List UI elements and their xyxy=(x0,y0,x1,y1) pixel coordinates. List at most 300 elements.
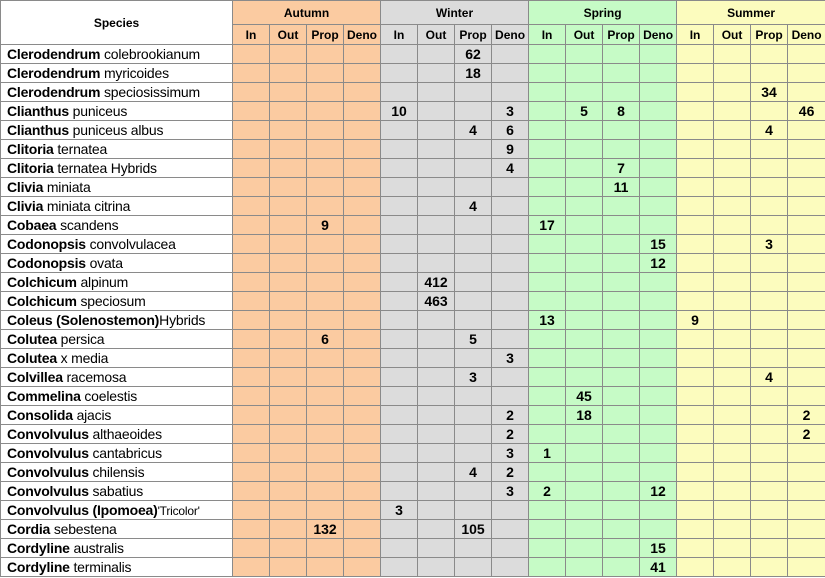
value-cell-spring-prop xyxy=(603,140,640,159)
value-cell-spring-deno xyxy=(640,520,677,539)
value-cell-spring-deno xyxy=(640,121,677,140)
value-cell-spring-deno xyxy=(640,197,677,216)
value-cell-winter-deno xyxy=(492,520,529,539)
value-cell-summer-prop xyxy=(751,482,788,501)
value-cell-winter-prop xyxy=(455,273,492,292)
season-header-spring: Spring xyxy=(529,1,677,25)
value-cell-spring-out xyxy=(566,425,603,444)
subcolumn-header-summer-in: In xyxy=(677,25,714,45)
value-cell-summer-in xyxy=(677,368,714,387)
value-cell-autumn-deno xyxy=(344,159,381,178)
value-cell-winter-in xyxy=(381,292,418,311)
value-cell-summer-deno xyxy=(788,121,825,140)
value-cell-winter-deno: 6 xyxy=(492,121,529,140)
value-cell-winter-deno: 3 xyxy=(492,349,529,368)
value-cell-autumn-in xyxy=(233,425,270,444)
value-cell-autumn-deno xyxy=(344,273,381,292)
value-cell-spring-in xyxy=(529,292,566,311)
subcolumn-header-autumn-prop: Prop xyxy=(307,25,344,45)
value-cell-autumn-deno xyxy=(344,349,381,368)
species-name-cell xyxy=(1,102,233,121)
table-row xyxy=(1,292,825,311)
value-cell-winter-prop xyxy=(455,216,492,235)
value-cell-autumn-prop xyxy=(307,235,344,254)
value-cell-winter-in xyxy=(381,121,418,140)
value-cell-spring-deno xyxy=(640,406,677,425)
value-cell-spring-out xyxy=(566,254,603,273)
value-cell-winter-in xyxy=(381,197,418,216)
value-cell-summer-deno xyxy=(788,520,825,539)
value-cell-spring-prop xyxy=(603,45,640,64)
value-cell-winter-in: 10 xyxy=(381,102,418,121)
value-cell-winter-deno xyxy=(492,197,529,216)
value-cell-spring-in xyxy=(529,273,566,292)
species-name-cell xyxy=(1,539,233,558)
value-cell-autumn-in xyxy=(233,121,270,140)
value-cell-winter-deno: 3 xyxy=(492,102,529,121)
genus-label: Coleus (Solenostemon) xyxy=(7,312,160,328)
value-cell-winter-deno xyxy=(492,64,529,83)
value-cell-spring-out xyxy=(566,273,603,292)
value-cell-autumn-deno xyxy=(344,368,381,387)
value-cell-spring-in xyxy=(529,83,566,102)
value-cell-spring-out xyxy=(566,178,603,197)
subcolumn-header-winter-in: In xyxy=(381,25,418,45)
value-cell-spring-deno xyxy=(640,64,677,83)
value-cell-autumn-out xyxy=(270,330,307,349)
genus-label: Commelina xyxy=(7,388,81,404)
value-cell-winter-deno xyxy=(492,311,529,330)
species-epithet-label: ovata xyxy=(85,255,123,271)
value-cell-summer-prop xyxy=(751,292,788,311)
value-cell-winter-in xyxy=(381,45,418,64)
value-cell-spring-prop: 7 xyxy=(603,159,640,178)
value-cell-autumn-deno xyxy=(344,558,381,577)
species-epithet-label: australis xyxy=(69,540,124,556)
value-cell-autumn-in xyxy=(233,102,270,121)
value-cell-winter-prop: 3 xyxy=(455,368,492,387)
value-cell-winter-in xyxy=(381,444,418,463)
value-cell-summer-deno xyxy=(788,292,825,311)
value-cell-summer-deno xyxy=(788,311,825,330)
value-cell-winter-prop xyxy=(455,102,492,121)
species-epithet-label: myricoides xyxy=(100,65,169,81)
genus-label: Convolvulus xyxy=(7,426,89,442)
value-cell-winter-out xyxy=(418,102,455,121)
value-cell-autumn-prop xyxy=(307,273,344,292)
value-cell-winter-deno xyxy=(492,45,529,64)
value-cell-spring-in xyxy=(529,406,566,425)
value-cell-autumn-deno xyxy=(344,501,381,520)
value-cell-autumn-deno xyxy=(344,406,381,425)
value-cell-spring-in xyxy=(529,463,566,482)
value-cell-winter-deno xyxy=(492,216,529,235)
value-cell-spring-in: 2 xyxy=(529,482,566,501)
value-cell-winter-out xyxy=(418,216,455,235)
value-cell-winter-out xyxy=(418,520,455,539)
value-cell-winter-deno xyxy=(492,558,529,577)
value-cell-summer-prop xyxy=(751,406,788,425)
value-cell-autumn-deno xyxy=(344,254,381,273)
species-epithet-label: persica xyxy=(56,331,105,347)
value-cell-autumn-in xyxy=(233,64,270,83)
value-cell-autumn-prop xyxy=(307,254,344,273)
value-cell-winter-out xyxy=(418,64,455,83)
value-cell-spring-out xyxy=(566,311,603,330)
value-cell-autumn-prop xyxy=(307,387,344,406)
value-cell-spring-in xyxy=(529,102,566,121)
value-cell-autumn-in xyxy=(233,444,270,463)
value-cell-autumn-prop xyxy=(307,83,344,102)
value-cell-winter-prop: 105 xyxy=(455,520,492,539)
table-row xyxy=(1,216,825,235)
species-name-cell xyxy=(1,178,233,197)
value-cell-winter-in xyxy=(381,539,418,558)
value-cell-summer-in xyxy=(677,425,714,444)
value-cell-summer-prop xyxy=(751,159,788,178)
value-cell-winter-deno: 3 xyxy=(492,444,529,463)
value-cell-summer-deno xyxy=(788,273,825,292)
value-cell-spring-deno xyxy=(640,425,677,444)
value-cell-spring-out xyxy=(566,121,603,140)
value-cell-summer-in xyxy=(677,463,714,482)
value-cell-spring-deno xyxy=(640,349,677,368)
species-name-cell xyxy=(1,45,233,64)
value-cell-winter-out xyxy=(418,235,455,254)
value-cell-spring-deno: 15 xyxy=(640,539,677,558)
value-cell-autumn-out xyxy=(270,482,307,501)
value-cell-autumn-out xyxy=(270,45,307,64)
species-name-cell xyxy=(1,292,233,311)
value-cell-spring-out: 18 xyxy=(566,406,603,425)
value-cell-summer-prop: 4 xyxy=(751,121,788,140)
season-header-autumn: Autumn xyxy=(233,1,381,25)
value-cell-spring-in xyxy=(529,254,566,273)
value-cell-winter-in xyxy=(381,254,418,273)
value-cell-winter-in xyxy=(381,83,418,102)
value-cell-spring-in xyxy=(529,349,566,368)
value-cell-spring-deno xyxy=(640,83,677,102)
value-cell-winter-prop: 4 xyxy=(455,121,492,140)
value-cell-autumn-deno xyxy=(344,311,381,330)
value-cell-autumn-deno xyxy=(344,64,381,83)
value-cell-winter-out xyxy=(418,349,455,368)
value-cell-autumn-prop xyxy=(307,425,344,444)
species-epithet-label: ajacis xyxy=(72,407,112,423)
species-name-cell xyxy=(1,520,233,539)
value-cell-summer-prop xyxy=(751,558,788,577)
value-cell-spring-out xyxy=(566,520,603,539)
species-name-cell xyxy=(1,83,233,102)
value-cell-summer-deno xyxy=(788,482,825,501)
value-cell-summer-in xyxy=(677,216,714,235)
value-cell-winter-out xyxy=(418,501,455,520)
season-header-winter: Winter xyxy=(381,1,529,25)
value-cell-summer-out xyxy=(714,558,751,577)
value-cell-autumn-in xyxy=(233,45,270,64)
value-cell-spring-out xyxy=(566,45,603,64)
value-cell-winter-deno: 2 xyxy=(492,463,529,482)
value-cell-winter-in xyxy=(381,311,418,330)
value-cell-winter-prop xyxy=(455,387,492,406)
species-epithet-label: ternatea xyxy=(53,141,108,157)
table-row xyxy=(1,45,825,64)
species-epithet-label: colebrookianum xyxy=(100,46,201,62)
value-cell-winter-out xyxy=(418,254,455,273)
value-cell-autumn-out xyxy=(270,159,307,178)
value-cell-winter-deno xyxy=(492,368,529,387)
species-name-cell xyxy=(1,121,233,140)
value-cell-spring-prop xyxy=(603,406,640,425)
value-cell-summer-out xyxy=(714,501,751,520)
value-cell-summer-deno xyxy=(788,83,825,102)
table-row xyxy=(1,159,825,178)
value-cell-summer-out xyxy=(714,273,751,292)
value-cell-spring-out xyxy=(566,83,603,102)
value-cell-spring-prop xyxy=(603,235,640,254)
value-cell-summer-out xyxy=(714,121,751,140)
value-cell-autumn-deno xyxy=(344,330,381,349)
value-cell-winter-prop: 62 xyxy=(455,45,492,64)
value-cell-spring-deno xyxy=(640,159,677,178)
value-cell-autumn-out xyxy=(270,83,307,102)
species-name-cell xyxy=(1,216,233,235)
genus-label: Codonopsis xyxy=(7,255,86,271)
genus-label: Cordyline xyxy=(7,540,70,556)
value-cell-autumn-in xyxy=(233,406,270,425)
value-cell-summer-out xyxy=(714,349,751,368)
value-cell-spring-prop xyxy=(603,254,640,273)
species-name-cell xyxy=(1,406,233,425)
value-cell-spring-out xyxy=(566,501,603,520)
value-cell-autumn-prop xyxy=(307,140,344,159)
genus-label: Cordyline xyxy=(7,559,70,575)
species-epithet-label: 'Tricolor' xyxy=(157,504,200,518)
genus-label: Colutea xyxy=(7,331,57,347)
value-cell-autumn-prop xyxy=(307,121,344,140)
value-cell-autumn-in xyxy=(233,558,270,577)
value-cell-spring-prop: 8 xyxy=(603,102,640,121)
value-cell-spring-in xyxy=(529,425,566,444)
value-cell-summer-prop xyxy=(751,539,788,558)
value-cell-autumn-in xyxy=(233,178,270,197)
value-cell-summer-deno xyxy=(788,539,825,558)
table-row xyxy=(1,482,825,501)
subcolumn-header-autumn-out: Out xyxy=(270,25,307,45)
value-cell-spring-out: 5 xyxy=(566,102,603,121)
subcolumn-header-spring-prop: Prop xyxy=(603,25,640,45)
value-cell-spring-prop xyxy=(603,539,640,558)
value-cell-spring-deno xyxy=(640,368,677,387)
value-cell-spring-in xyxy=(529,387,566,406)
value-cell-summer-out xyxy=(714,140,751,159)
value-cell-autumn-prop xyxy=(307,102,344,121)
value-cell-spring-prop xyxy=(603,330,640,349)
value-cell-autumn-out xyxy=(270,368,307,387)
value-cell-summer-prop: 4 xyxy=(751,368,788,387)
value-cell-summer-deno: 2 xyxy=(788,406,825,425)
value-cell-winter-prop xyxy=(455,482,492,501)
species-name-cell xyxy=(1,273,233,292)
genus-label: Consolida xyxy=(7,407,73,423)
value-cell-spring-prop xyxy=(603,387,640,406)
value-cell-spring-deno xyxy=(640,178,677,197)
value-cell-autumn-in xyxy=(233,501,270,520)
value-cell-spring-out xyxy=(566,235,603,254)
species-name-cell xyxy=(1,368,233,387)
value-cell-summer-prop xyxy=(751,387,788,406)
genus-label: Colvillea xyxy=(7,369,63,385)
value-cell-winter-prop: 5 xyxy=(455,330,492,349)
subcolumn-header-autumn-deno: Deno xyxy=(344,25,381,45)
species-epithet-label: scandens xyxy=(56,217,119,233)
value-cell-spring-in xyxy=(529,45,566,64)
value-cell-spring-deno xyxy=(640,387,677,406)
value-cell-summer-deno xyxy=(788,254,825,273)
genus-label: Convolvulus xyxy=(7,445,89,461)
value-cell-autumn-out xyxy=(270,501,307,520)
value-cell-summer-prop xyxy=(751,140,788,159)
value-cell-autumn-deno xyxy=(344,178,381,197)
value-cell-winter-out xyxy=(418,121,455,140)
genus-label: Codonopsis xyxy=(7,236,86,252)
value-cell-summer-out xyxy=(714,406,751,425)
value-cell-summer-out xyxy=(714,102,751,121)
value-cell-summer-prop xyxy=(751,45,788,64)
value-cell-autumn-out xyxy=(270,387,307,406)
season-header-row xyxy=(1,1,825,25)
value-cell-summer-out xyxy=(714,254,751,273)
genus-label: Clitoria xyxy=(7,141,54,157)
value-cell-winter-prop xyxy=(455,292,492,311)
value-cell-spring-prop xyxy=(603,520,640,539)
value-cell-summer-deno xyxy=(788,387,825,406)
value-cell-summer-prop xyxy=(751,444,788,463)
value-cell-spring-prop xyxy=(603,216,640,235)
value-cell-spring-out xyxy=(566,444,603,463)
value-cell-summer-out xyxy=(714,444,751,463)
value-cell-summer-out xyxy=(714,159,751,178)
value-cell-summer-deno xyxy=(788,64,825,83)
species-epithet-label: miniata xyxy=(43,179,91,195)
species-name-cell xyxy=(1,387,233,406)
subcolumn-header-spring-out: Out xyxy=(566,25,603,45)
species-name-cell xyxy=(1,197,233,216)
value-cell-spring-prop xyxy=(603,197,640,216)
value-cell-spring-deno: 12 xyxy=(640,482,677,501)
value-cell-autumn-out xyxy=(270,140,307,159)
value-cell-summer-in xyxy=(677,102,714,121)
value-cell-autumn-in xyxy=(233,216,270,235)
value-cell-summer-out xyxy=(714,520,751,539)
species-name-cell xyxy=(1,558,233,577)
value-cell-spring-prop xyxy=(603,64,640,83)
value-cell-spring-out xyxy=(566,64,603,83)
value-cell-autumn-out xyxy=(270,444,307,463)
value-cell-summer-deno xyxy=(788,463,825,482)
value-cell-summer-in xyxy=(677,349,714,368)
value-cell-summer-prop xyxy=(751,178,788,197)
value-cell-winter-out xyxy=(418,539,455,558)
value-cell-autumn-out xyxy=(270,406,307,425)
value-cell-summer-deno xyxy=(788,349,825,368)
genus-label: Colchicum xyxy=(7,293,77,309)
value-cell-autumn-out xyxy=(270,292,307,311)
value-cell-summer-deno xyxy=(788,159,825,178)
species-epithet-label: coelestis xyxy=(80,388,138,404)
species-name-cell xyxy=(1,235,233,254)
table-row xyxy=(1,102,825,121)
species-epithet-label: speciosissimum xyxy=(100,84,200,100)
value-cell-autumn-in xyxy=(233,292,270,311)
value-cell-winter-deno xyxy=(492,501,529,520)
table-row xyxy=(1,558,825,577)
value-cell-spring-deno: 12 xyxy=(640,254,677,273)
value-cell-autumn-in xyxy=(233,273,270,292)
value-cell-summer-in xyxy=(677,83,714,102)
value-cell-summer-prop xyxy=(751,520,788,539)
value-cell-spring-deno xyxy=(640,330,677,349)
value-cell-summer-out xyxy=(714,387,751,406)
value-cell-spring-deno xyxy=(640,501,677,520)
value-cell-autumn-prop xyxy=(307,406,344,425)
value-cell-winter-prop xyxy=(455,140,492,159)
value-cell-spring-out xyxy=(566,558,603,577)
table-row xyxy=(1,463,825,482)
value-cell-autumn-out xyxy=(270,463,307,482)
species-name-cell xyxy=(1,330,233,349)
value-cell-summer-in xyxy=(677,558,714,577)
genus-label: Clerodendrum xyxy=(7,65,101,81)
value-cell-winter-deno: 4 xyxy=(492,159,529,178)
value-cell-summer-prop xyxy=(751,349,788,368)
species-name-cell xyxy=(1,349,233,368)
value-cell-autumn-prop xyxy=(307,349,344,368)
table-row xyxy=(1,406,825,425)
value-cell-spring-deno xyxy=(640,444,677,463)
value-cell-autumn-in xyxy=(233,140,270,159)
value-cell-winter-in xyxy=(381,235,418,254)
value-cell-autumn-prop: 132 xyxy=(307,520,344,539)
genus-label: Convolvulus xyxy=(7,464,89,480)
value-cell-summer-in xyxy=(677,406,714,425)
value-cell-summer-prop xyxy=(751,64,788,83)
species-epithet-label: Hybrids xyxy=(159,312,206,328)
value-cell-winter-prop xyxy=(455,178,492,197)
species-epithet-label: puniceus albus xyxy=(68,122,164,138)
species-name-cell xyxy=(1,140,233,159)
value-cell-summer-out xyxy=(714,425,751,444)
value-cell-autumn-in xyxy=(233,254,270,273)
value-cell-spring-out xyxy=(566,216,603,235)
value-cell-winter-deno xyxy=(492,539,529,558)
value-cell-autumn-deno xyxy=(344,235,381,254)
value-cell-winter-in xyxy=(381,64,418,83)
value-cell-spring-in xyxy=(529,558,566,577)
value-cell-winter-out xyxy=(418,83,455,102)
value-cell-spring-deno xyxy=(640,463,677,482)
value-cell-winter-prop xyxy=(455,349,492,368)
value-cell-spring-in xyxy=(529,121,566,140)
species-name-cell xyxy=(1,159,233,178)
genus-label: Cobaea xyxy=(7,217,57,233)
value-cell-winter-prop xyxy=(455,311,492,330)
species-name-cell xyxy=(1,254,233,273)
value-cell-autumn-out xyxy=(270,273,307,292)
value-cell-summer-in xyxy=(677,159,714,178)
value-cell-winter-deno: 3 xyxy=(492,482,529,501)
value-cell-winter-in xyxy=(381,558,418,577)
